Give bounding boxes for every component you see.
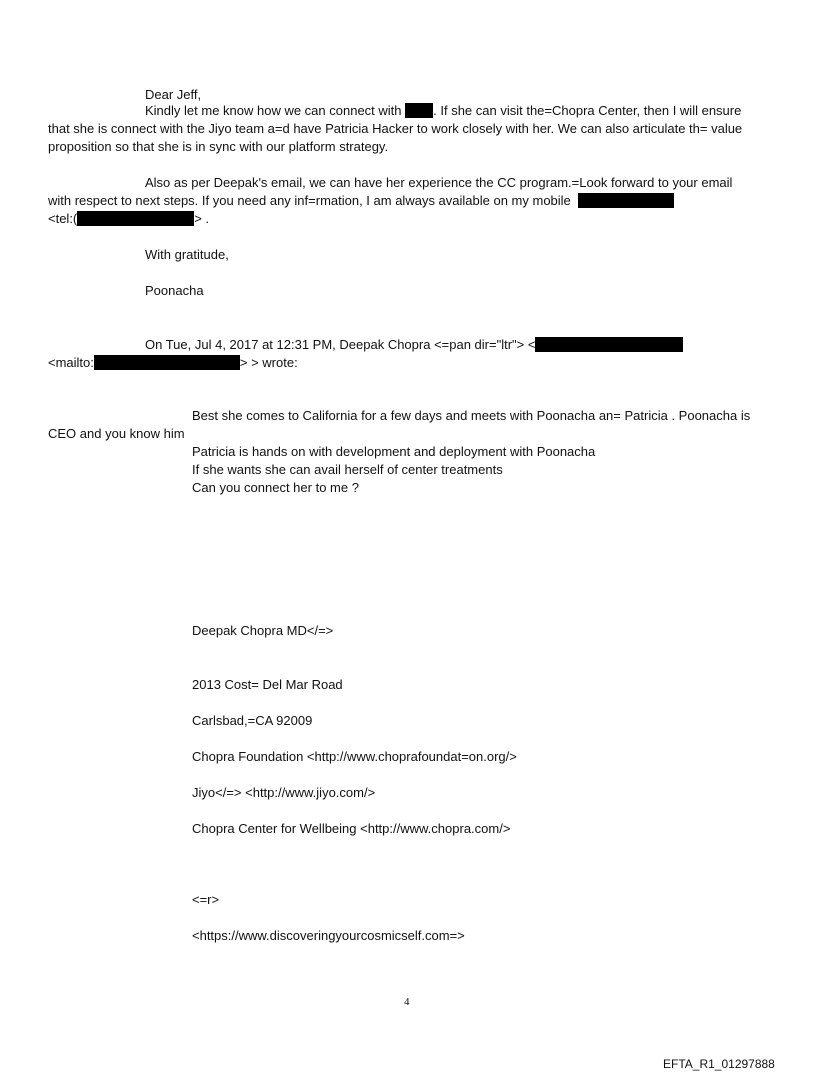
redaction-box (578, 193, 674, 208)
reply-text: . If she can visit the=Chopra Center, then I will ensure (433, 103, 742, 118)
quoted-link-foundation: Chopra Foundation <http://www.choprafoundat=on.org/> (192, 749, 517, 764)
redaction-box (535, 337, 683, 352)
quoted-header-text: On Tue, Jul 4, 2017 at 12:31 PM, Deepak Chopra <=pan dir="ltr"> < (145, 337, 536, 352)
reply-text: <tel:( (48, 211, 78, 226)
quoted-header-line-2 (48, 354, 298, 372)
quoted-header-line-1 (145, 336, 683, 354)
reply-line-3: proposition so that she is in sync with our platform strategy. (48, 139, 389, 154)
quoted-tag: <=r> (192, 892, 220, 907)
quoted-body-line-5: Can you connect her to me ? (192, 480, 359, 495)
quoted-address-2: Carlsbad,=CA 92009 (192, 713, 313, 728)
quoted-signature-name: Deepak Chopra MD</=> (192, 623, 334, 638)
reply-line-4: Also as per Deepak's email, we can have her experience the CC program.=Look forward to your email (145, 175, 733, 190)
reply-line-2: that she is connect with the Jiyo team a=d have Patricia Hacker to work closely with her. We can also articulate th= value (48, 121, 743, 136)
quoted-address-1: 2013 Cost= Del Mar Road (192, 677, 343, 692)
redaction-box (94, 355, 240, 370)
signature: Poonacha (145, 283, 204, 298)
redaction-box (77, 211, 194, 226)
page-number: 4 (404, 996, 410, 1008)
reply-line-5 (48, 192, 674, 210)
quoted-header-text: > > wrote: (239, 355, 298, 370)
quoted-body-line-1: Best she comes to California for a few days and meets with Poonacha an= Patricia . Poonacha is (192, 408, 751, 423)
quoted-header-text: <mailto: (48, 355, 94, 370)
quoted-body-line-3: Patricia is hands on with development and deployment with Poonacha (192, 444, 596, 459)
reply-text: with respect to next steps. If you need any inf=rmation, I am always available on my mobile (48, 193, 571, 208)
redaction-box (405, 103, 433, 118)
quoted-link-chopra-center: Chopra Center for Wellbeing <http://www.chopra.com/> (192, 821, 511, 836)
quoted-link-cosmicself: <https://www.discoveringyourcosmicself.com=> (192, 928, 465, 943)
quoted-link-jiyo: Jiyo</=> <http://www.jiyo.com/> (192, 785, 376, 800)
reply-text: > . (194, 211, 210, 226)
reply-line-1 (145, 102, 741, 120)
reply-line-6 (48, 210, 209, 228)
quoted-body-line-2: CEO and you know him (48, 426, 185, 441)
quoted-body-line-4: If she wants she can avail herself of center treatments (192, 462, 503, 477)
closing: With gratitude, (145, 247, 229, 262)
greeting: Dear Jeff, (145, 87, 202, 102)
document-id: EFTA_R1_01297888 (663, 1057, 775, 1071)
reply-text: Kindly let me know how we can connect with (145, 103, 402, 118)
